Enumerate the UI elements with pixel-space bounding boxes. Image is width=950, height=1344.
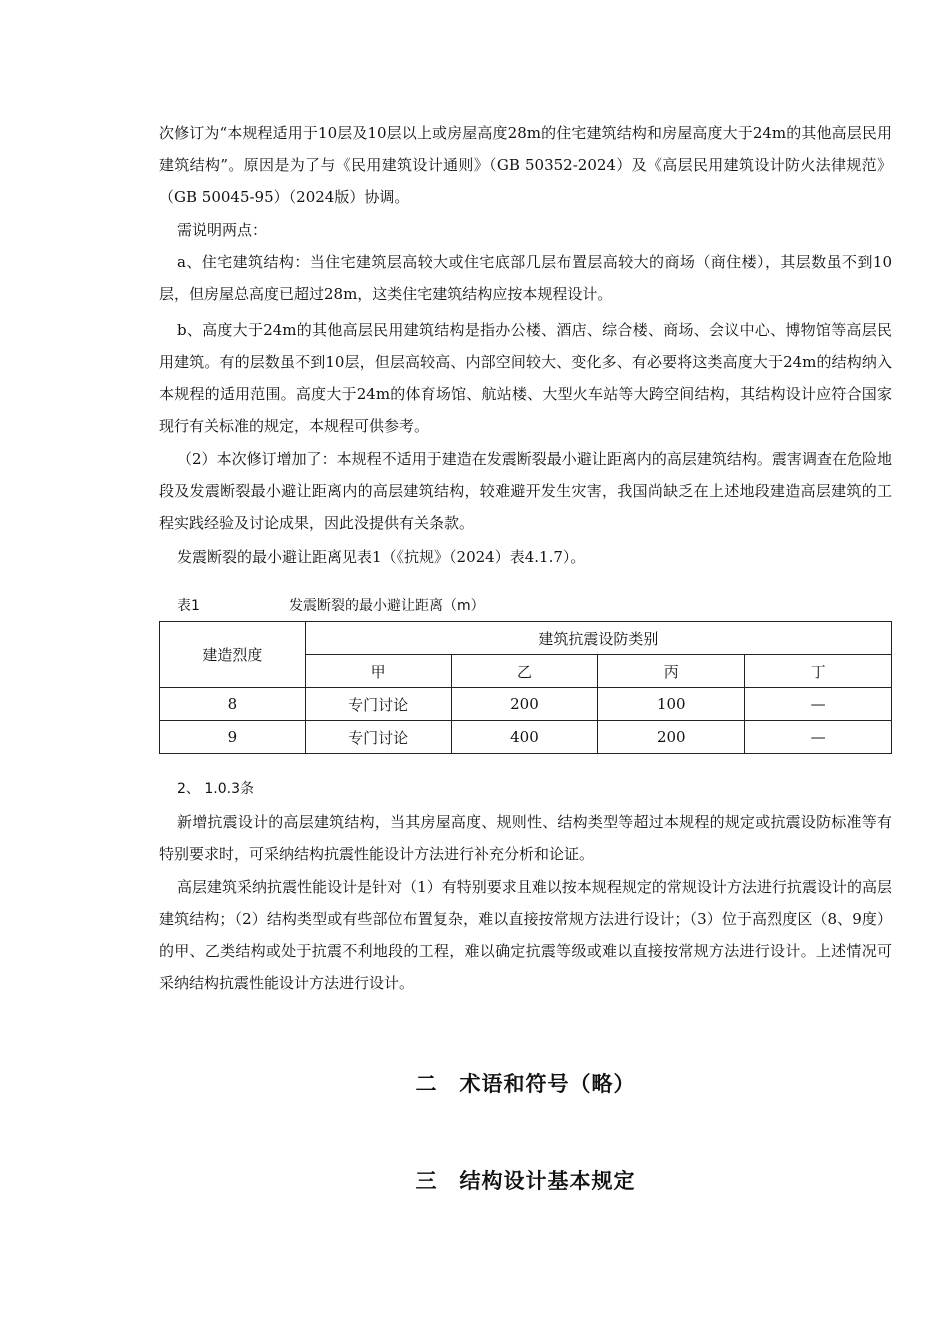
paragraph-two-points: 需说明两点： (177, 221, 268, 239)
cell-jia: 专门讨论 (305, 688, 451, 721)
cell-jia: 专门讨论 (305, 721, 451, 754)
paragraph-residential: a、住宅建筑结构：当住宅建筑层高较大或住宅底部几层布置层高较大的商场（商住楼），其层数虽不到10层，但房屋总高度已超过28m，这类住宅建筑结构应按本规程设计。 (159, 253, 892, 303)
cell-yi: 400 (451, 721, 598, 754)
cell-bing: 100 (598, 688, 745, 721)
paragraph-performance-cases: 高层建筑采纳抗震性能设计是针对（1）有特别要求且难以按本规程规定的常规设计方法进行抗震设计的高层建筑结构；（2）结构类型或有些部位布置复杂，难以直接按常规方法进行设计；（3）位于高烈度区（8、9度）的甲、乙类结构或处于抗震不利地段的工程，难以确定抗震等级或难以直接按常规方法进行设计。上述情况可采纳结构抗震性能设计方法进行设计。 (159, 878, 892, 992)
paragraph-performance-design: 新增抗震设计的高层建筑结构，当其房屋高度、规则性、结构类型等超过本规程的规定或抗震设防标准等有特别要求时，可采纳结构抗震性能设计方法进行补充分析和论证。 (159, 813, 892, 863)
cell-yi: 200 (451, 688, 598, 721)
table-row (160, 688, 892, 721)
table-caption (177, 595, 777, 615)
header-class-ding: 丁 (745, 655, 892, 688)
header-class-jia: 甲 (305, 655, 451, 688)
clause-label: 2、 1.0.3条 (177, 781, 254, 797)
paragraph-other-buildings: b、高度大于24m的其他高层民用建筑结构是指办公楼、酒店、综合楼、商场、会议中心、博物馆等高层民用建筑。有的层数虽不到10层，但层高较高、内部空间较大、变化多、有必要将这类高度大于24m的结构纳入本规程的适用范围。高度大于24m的体育场馆、航站楼、大型火车站等大跨空间结构，其结构设计应符合国家现行有关标准的规定，本规程可供参考。 (159, 321, 892, 435)
paragraph-scope-revision: 次修订为“本规程适用于10层及10层以上或房屋高度28m的住宅建筑结构和房屋高度大于24m的其他高层民用建筑结构”。原因是为了与《民用建筑设计通则》（GB 50352-2024）及《高层民用建筑设计防火法律规范》（GB 50045-95）（2024版）协调。 (159, 124, 892, 206)
table-caption-title: 发震断裂的最小避让距离（m） (289, 598, 485, 614)
paragraph-table-reference: 发震断裂的最小避让距离见表1（《抗规》（2024）表4.1.7）。 (177, 548, 586, 566)
header-intensity: 建造烈度 (160, 622, 306, 688)
cell-bing: 200 (598, 721, 745, 754)
cell-intensity: 9 (160, 721, 306, 754)
table-row (160, 721, 892, 754)
header-class-yi: 乙 (451, 655, 598, 688)
header-category-group: 建筑抗震设防类别 (305, 622, 891, 655)
section-heading-basic-rules: 三 结构设计基本规定 (415, 1169, 636, 1193)
fault-distance-table (159, 621, 892, 754)
table-header-row (160, 622, 892, 655)
cell-intensity: 8 (160, 688, 306, 721)
cell-ding: — (745, 721, 892, 754)
table-caption-number: 表1 (177, 598, 200, 614)
header-class-bing: 丙 (598, 655, 745, 688)
cell-ding: — (745, 688, 892, 721)
section-heading-terms: 二 术语和符号（略） (415, 1072, 636, 1096)
paragraph-fault-exclusion: （2）本次修订增加了：本规程不适用于建造在发震断裂最小避让距离内的高层建筑结构。震害调查在危险地段及发震断裂最小避让距离内的高层建筑结构，较难避开发生灾害，我国尚缺乏在上述地段建造高层建筑的工程实践经验及讨论成果，因此没提供有关条款。 (159, 450, 892, 532)
